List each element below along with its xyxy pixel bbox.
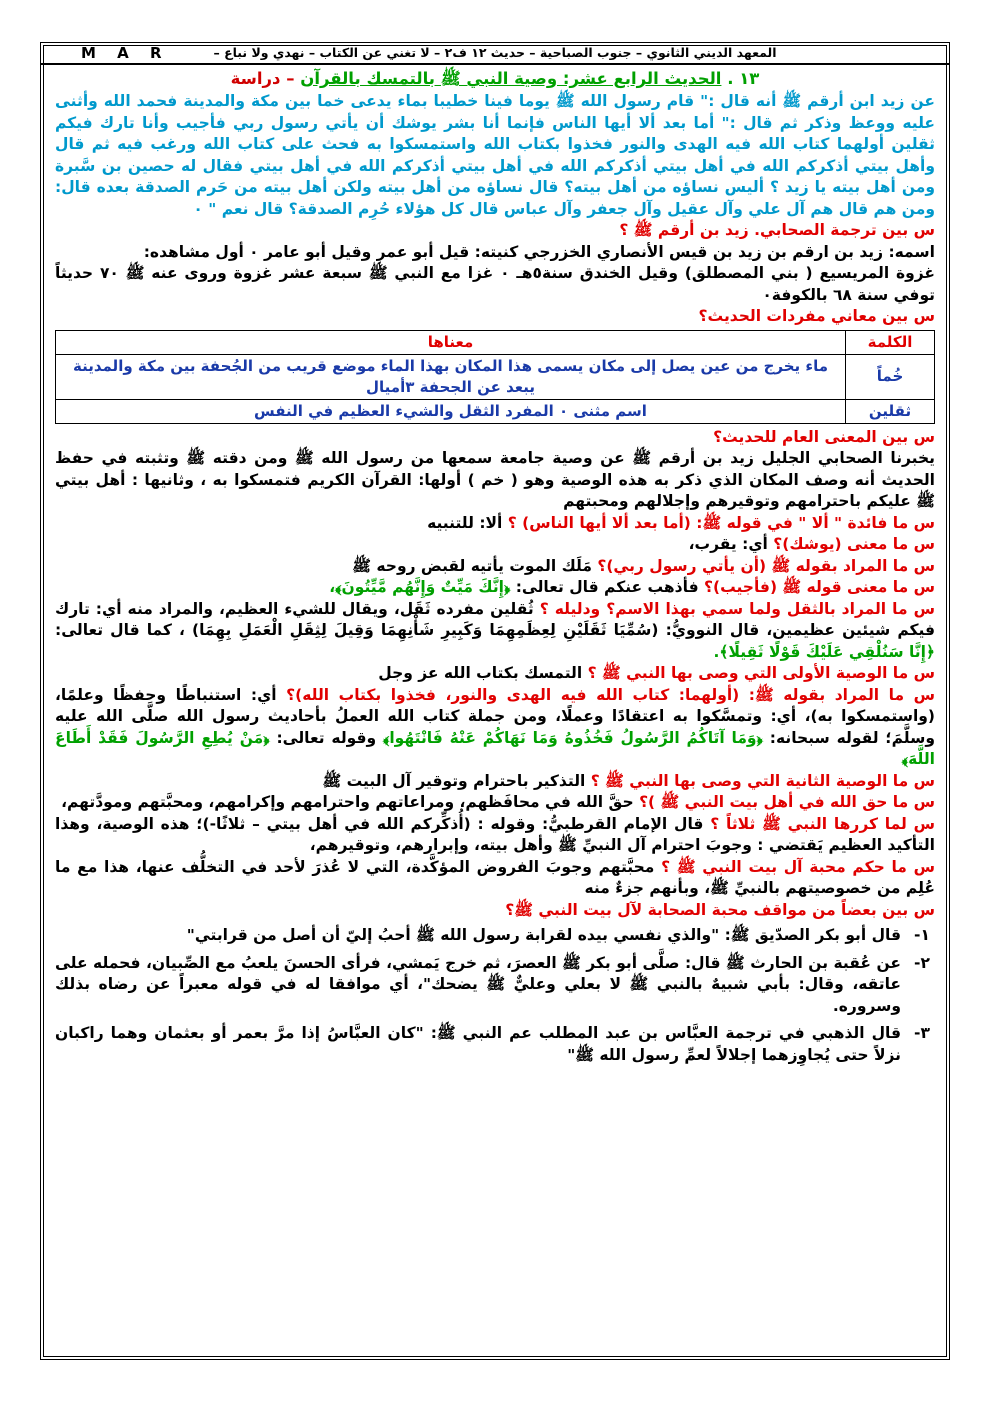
qa-6 [55, 663, 935, 685]
answer: التمسك بكتاب الله عز وجل [378, 664, 583, 682]
question: س ما المراد بقوله ﷺ (أن يأتي رسول ربي)؟ [597, 556, 935, 575]
positions-list [55, 925, 935, 1066]
qa-10 [55, 814, 935, 857]
title-number: ١٣ . [727, 69, 760, 88]
general-meaning: يخبرنا الصحابي الجليل زيد بن أرقم ﷺ عن وصية جامعة سمعها من رسول الله ﷺ ومن دقته ﷺ وتثبته في حفظ الحديث أنه وصف المكان الذي ذكر به هذه الوصية وهو ( خم ) أولها: القرآن الكريم فتمسكوا به ، وثانيها : أهل بيتي ﷺ عليكم باحترامهم وتوقيرهم وإجلالهم ومحبتهم [55, 449, 935, 510]
question: س ما المراد بالثقل ولما سمي بهذا الاسم؟ ودليله ؟ [539, 599, 935, 618]
quran-verse: ﴿مَنْ يُطِعِ الرَّسُولَ فَقَدْ أَطَاعَ اللَّهَ﴾ [55, 728, 935, 768]
quran-verse: ﴿إِنَّا سَنُلْقِي عَلَيْكَ قَوْلًا ثَقِيلًا﴾. [713, 642, 935, 661]
vocab-word: خُماً [846, 354, 935, 399]
vocab-row [56, 399, 935, 423]
question-general-meaning: س بين المعنى العام للحديث؟ [713, 427, 935, 446]
answer: التذكير باحترام وتوقير آل البيت ﷺ [322, 771, 586, 790]
question: س ما الوصية الأولى التي وصى بها النبي ﷺ ؟ [587, 664, 935, 682]
qa-3 [55, 556, 935, 578]
quran-verse: ﴿إِنَّكَ مَيِّتٌ وَإِنَّهُم مَّيِّتُونَ﴾، [329, 578, 511, 596]
title-suffix: – دراسة [230, 69, 295, 88]
question-vocab: س بين معاني مفردات الحديث؟ [698, 307, 935, 325]
lesson-title [55, 67, 935, 91]
bio-line-2: غزوة المريسيع ( بني المصطلق) وقيل الخندق سنة٥هـ ٠ غزا مع النبي ﷺ سبعة عشر غزوة وروى عنه ﷺ ٧٠ حديثاً توفي سنة ٦٨ بالكوفة٠ [55, 264, 935, 304]
title-main: الحديث الرابع عشر: وصية النبي ﷺ بالتمسك بالقرآن [300, 69, 722, 88]
list-item [55, 925, 930, 947]
bio-line-1: اسمه: زيد بن ارقم بن زيد بن قيس الأنصاري الخزرجي كنيته: قيل أبو عمر وقيل أبو عامر ٠ أول مشاهده: [143, 242, 935, 261]
vocab-word: ثقلين [846, 399, 935, 423]
answer: مَلَك الموت يأتيه لقبض روحه ﷺ [352, 556, 592, 575]
list-item [55, 1023, 930, 1066]
list-item [55, 953, 930, 1018]
page-content [41, 65, 949, 1066]
vocab-header-meaning: معناها [56, 330, 846, 354]
qa-7 [55, 685, 935, 771]
header-info: المعهد الديني الثانوي – جنوب الصباحية – حديث ١٢ ف٢ – لا تغني عن الكتاب – نهدي ولا نباع – [213, 45, 777, 60]
answer: محبَّتهم وجوبَ الفروض المؤكَّدة، التي لا عُذرَ لأحد في التخلُّف عنها، هذا مع ما عُلِم من خصوصيتهم بالنبيِّ ﷺ، وبأنهم جزءٌ منه [55, 857, 935, 897]
list-text: قال الذهبي في ترجمة العبَّاس بن عبد المطلب عم النبي ﷺ: "كان العبَّاسُ إذا مرَّ بعمر أو بعثمان وهما راكبان نزلاً حتى يُجاوِزهما إجلالاً لعمِّ رسول الله ﷺ" [55, 1024, 901, 1064]
vocab-header-word: الكلمة [846, 330, 935, 354]
answer: فأذهب عنكم قال تعالى: [515, 578, 699, 596]
answer: أي: يقرب، [688, 535, 768, 553]
answer: قال الإمام القرطبيُّ: وقوله : (أُذكِّركم الله في أهل بيتي – ثلاثًا-)؛ هذه الوصية، وهذا التأكيد العظيم يَقتضي : وجوبَ احترام آل النبيِّ ﷺ وأهل بيته، وإبرارهم، وتوقيرهم، [55, 814, 935, 854]
list-text: عن عُقبة بن الحارث ﷺ قال: صلَّى أبو بكر ﷺ العصرَ، ثم خرج يَمشي، فرأى الحسنَ يلعبُ مع الصِّبيان، فحمله على عاتقه، وقال: بأبي شبيهٌ بالنبي ﷺ لا بعلي وعليٌّ ﷺ يضحك"، أي موافقا له في قوله معبراً عن رضاه بذلك وسروره. [55, 953, 901, 1015]
qa-8 [55, 771, 935, 793]
answer: أي: استنباطًا وحفظًا وعلمًا، (واستمسكوا به)، أي: وتمسَّكوا به اعتقادًا وعملًا، ومن جملة كتاب الله العملُ بأحاديث رسول الله صلَّى الله عليه وسلَّمَ؛ لقوله سبحانه: [55, 685, 935, 747]
list-number: ٢- [914, 953, 930, 972]
answer: ثُقلين مفرده ثَقَل، ويقال للشيء العظيم، والمراد منه أي: تارك فيكم شيئين عظيمين، قال النوويُّ: (سُمِّيَا ثَقَلَيْنِ لِعِظَمِهِمَا وَكَبِيرِ شَأْنِهِمَا وَقِيلَ لِثِقَلِ الْعَمَلِ بِهِمَا) ، كما قال تعالى: [55, 599, 935, 639]
list-number: ٣- [914, 1024, 930, 1042]
document-page [40, 42, 950, 1360]
question: س ما المراد بقوله ﷺ: (أولهما: كتاب الله فيه الهدى والنور، فخذوا بكتاب الله)؟ [286, 685, 935, 704]
question: س ما الوصية الثانية التي وصى بها النبي ﷺ ؟ [590, 771, 935, 790]
answer: حقَّ الله في محافَظهم، ومراعاتهم واحترامهم وإكرامهم، ومحبَّتهم ومودَّتهم، [61, 793, 634, 811]
question: س لما كررها النبي ﷺ ثلاثاً ؟ [710, 814, 936, 833]
qa-5 [55, 599, 935, 664]
vocab-row [56, 354, 935, 399]
qa-9 [55, 792, 935, 814]
question: س ما معنى (يوشك)؟ [773, 535, 935, 553]
question: س ما فائدة " ألا " في قوله ﷺ: (أما بعد ألا أيها الناس) ؟ [507, 513, 935, 532]
quran-verse: ﴿وَمَا آتَاكُمُ الرَّسُولُ فَخُذُوهُ وَمَا نَهَاكُمْ عَنْهُ فَانْتَهُوا﴾ [383, 728, 763, 747]
hadith-text: عن زيد ابن أرقم ﷺ أنه قال :" قام رسول الله ﷺ يوما فينا خطيبا بماء يدعى خما بين مكة والمدينة فحمد الله وأثنى عليه ووعظ وذكر ثم قال :" أما بعد ألا أيها الناس فإنما أنا بشر يوشك أن يأتي رسول ربي فأجيب وأنا تارك فيكم ثقلين أولهما كتاب الله فيه الهدى والنور فخذوا بكتاب الله واستمسكوا به فحث على كتاب الله ورغب فيه ثم قال وأهل بيتي أذكركم الله في أهل بيتي أذكركم الله في أهل بيتي أذكركم الله في أهل بيتي فقال له حصين بن سَّبرة ومن أهل بيته يا زيد ؟ أليس نساؤه من أهل بيته؟ قال نساؤه من أهل بيته ولكن أهل بيته من حَرم الصدقة بعده قال: ومن هم قال هم آل علي وآل عقيل وآل جعفر وآل عباس قال كل هؤلاء حُرِم الصدقة؟ قال نعم " ٠ [55, 92, 935, 218]
vocab-meaning: ماء يخرج من عين يصل إلى مكان يسمى هذا المكان بهذا الماء موضع قريب من الجُحفة بين مكة والمدينة يبعد عن الجحفة ٣أميال [56, 354, 846, 399]
answer-connector: وقوله تعالى: [276, 728, 377, 747]
qa-11 [55, 857, 935, 900]
vocab-header-row [56, 330, 935, 354]
page-header [41, 43, 949, 65]
qa-4 [55, 577, 935, 599]
question: س ما حكم محبة آل بيت النبي ﷺ ؟ [661, 857, 935, 876]
qa-1 [55, 513, 935, 535]
answer: ألا: للتنبيه [427, 513, 503, 532]
header-mar: M A R [81, 44, 170, 62]
vocab-meaning: اسم مثنى ٠ المفرد الثقل والشيء العظيم في النفس [56, 399, 846, 423]
list-text: قال أبو بكر الصدّيق ﷺ: "والذي نفسي بيده لقرابة رسول الله ﷺ أحبُ إليّ أن أصل من قرابتي" [186, 926, 901, 944]
question: س ما حق الله في أهل بيت النبي ﷺ )؟ [639, 793, 935, 811]
qa-2 [55, 534, 935, 556]
question: س ما معنى قوله ﷺ (فأجيب)؟ [704, 578, 935, 596]
question-bio: س بين ترجمة الصحابي. زيد بن أرقم ﷺ ؟ [619, 221, 935, 239]
question-companion-positions: س بين بعضاً من مواقف محبة الصحابة لآل بيت النبي ﷺ؟ [505, 900, 935, 919]
vocab-table [55, 330, 935, 424]
list-number: ١- [914, 926, 930, 944]
